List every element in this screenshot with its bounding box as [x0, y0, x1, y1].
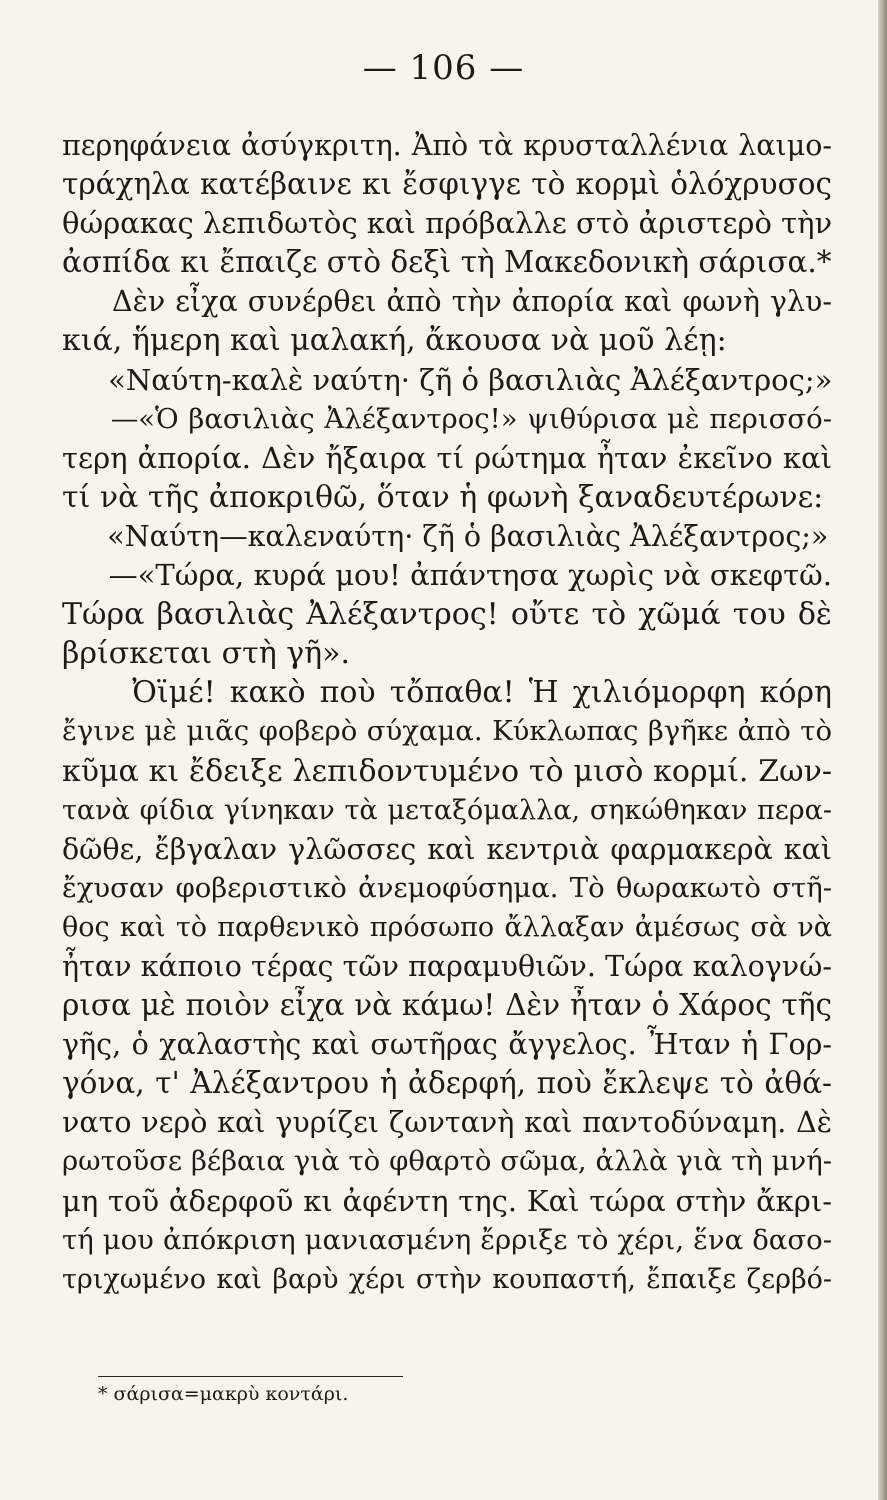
- text-line: ἦταν κάποιο τέρας τῶν παραμυθιῶν. Τώρα καλογνώ-: [62, 949, 832, 983]
- text-line: Τώρα βασιλιὰς Ἀλέξαντρος! οὔτε τὸ χῶμά του δὲ: [62, 597, 832, 633]
- text-line: περηφάνεια ἀσύγκριτη. Ἀπὸ τὰ κρυσταλλένια λαιμο-: [62, 129, 832, 162]
- text-line: Ὀϊμέ! κακὸ ποὺ τὄπαθα! Ἡ χιλιόμορφη κόρη: [62, 675, 832, 711]
- text-line: κιά, ἥμερη καὶ μαλακή, ἄκουσα νὰ μοῦ λέῃ:: [62, 323, 727, 359]
- text-line: κῦμα κι ἔδειξε λεπιδοντυμένο τὸ μισὸ κορμί. Ζων-: [62, 753, 832, 789]
- text-line: ρωτοῦσε βέβαια γιὰ τὸ φθαρτὸ σῶμα, ἀλλὰ γιὰ τὴ μνή-: [62, 1145, 832, 1178]
- text-line: ἔγινε μὲ μιᾶς φοβερὸ σύχαμα. Κύκλωπας βγῆκε ἀπὸ τὸ: [62, 715, 832, 748]
- footnote: * σάρισα=μακρὺ κοντάρι.: [98, 1383, 349, 1405]
- text-line: τράχηλα κατέβαινε κι ἔσφιγγε τὸ κορμὶ ὁλόχρυσος: [62, 167, 832, 202]
- text-line: —«Τώρα, κυρά μου! ἀπάντησα χωρὶς νὰ σκεφτῶ.: [62, 558, 832, 593]
- text-line: Δὲν εἶχα συνέρθει ἀπὸ τὴν ἀπορία καὶ φωνὴ γλυ-: [62, 285, 832, 319]
- body-text: [62, 126, 832, 1299]
- text-line: τή μου ἀπόκριση μανιασμένη ἔρριξε τὸ χέρι, ἕνα δασο-: [62, 1223, 832, 1256]
- text-line: «Ναύτη—καλεναύτη· ζῆ ὁ βασιλιὰς Ἀλέξαντρος;»: [62, 519, 829, 553]
- footnote-rule: [98, 1376, 403, 1377]
- text-line: γόνα, τ' Ἀλέξαντρου ἡ ἀδερφή, ποὺ ἔκλεψε τὸ ἀθά-: [62, 1066, 832, 1101]
- page-number: — 106 —: [362, 48, 525, 88]
- text-line: μη τοῦ ἀδερφοῦ κι ἀφέντη της. Καὶ τώρα στὴν ἄκρι-: [62, 1183, 832, 1218]
- text-line: τερη ἀπορία. Δὲν ἤξαιρα τί ρώτημα ἦταν ἐκεῖνο καὶ: [62, 440, 832, 475]
- text-line: δῶθε, ἔβγαλαν γλῶσσες καὶ κεντριὰ φαρμακερὰ καὶ: [62, 832, 832, 866]
- text-line: τί νὰ τῆς ἀποκριθῶ, ὅταν ἡ φωνὴ ξαναδευτέρωνε:: [62, 479, 824, 515]
- text-line: τριχωμένο καὶ βαρὺ χέρι στὴν κουπαστή, ἔπαιξε ζερβό-: [62, 1263, 832, 1295]
- text-line: βρίσκεται στὴ γῆ».: [62, 636, 351, 672]
- text-line: ρισα μὲ ποιὸν εἶχα νὰ κάμω! Δὲν ἦταν ὁ Χάρος τῆς: [62, 988, 832, 1023]
- text-line: ἀσπίδα κι ἔπαιζε στὸ δεξὶ τὴ Μακεδονικὴ σάρισα.*: [62, 245, 832, 280]
- text-line: —«Ὁ βασιλιὰς Ἀλέξαντρος!» ψιθύρισα μὲ περισσό-: [62, 402, 832, 435]
- text-line: ἔχυσαν φοβεριστικὸ ἀνεμοφύσημα. Τὸ θωρακωτὸ στῆ-: [62, 871, 832, 904]
- text-line: γῆς, ὁ χαλαστὴς καὶ σωτῆρας ἄγγελος. Ἦταν ἡ Γορ-: [62, 1028, 832, 1062]
- text-line: «Ναύτη-καλὲ ναύτη· ζῆ ὁ βασιλιὰς Ἀλέξαντρος;»: [62, 362, 832, 397]
- text-line: νατο νερὸ καὶ γυρίζει ζωντανὴ καὶ παντοδύναμη. Δὲ: [62, 1106, 832, 1140]
- text-line: τανὰ φίδια γίνηκαν τὰ μεταξόμαλλα, σηκώθηκαν περα-: [62, 794, 832, 826]
- page-edge-shadow: [878, 0, 887, 1500]
- text-line: θος καὶ τὸ παρθενικὸ πρόσωπο ἄλλαξαν ἀμέσως σὰ νὰ: [62, 911, 832, 943]
- text-line: θώρακας λεπιδωτὸς καὶ πρόβαλλε στὸ ἀριστερὸ τὴν: [62, 206, 832, 241]
